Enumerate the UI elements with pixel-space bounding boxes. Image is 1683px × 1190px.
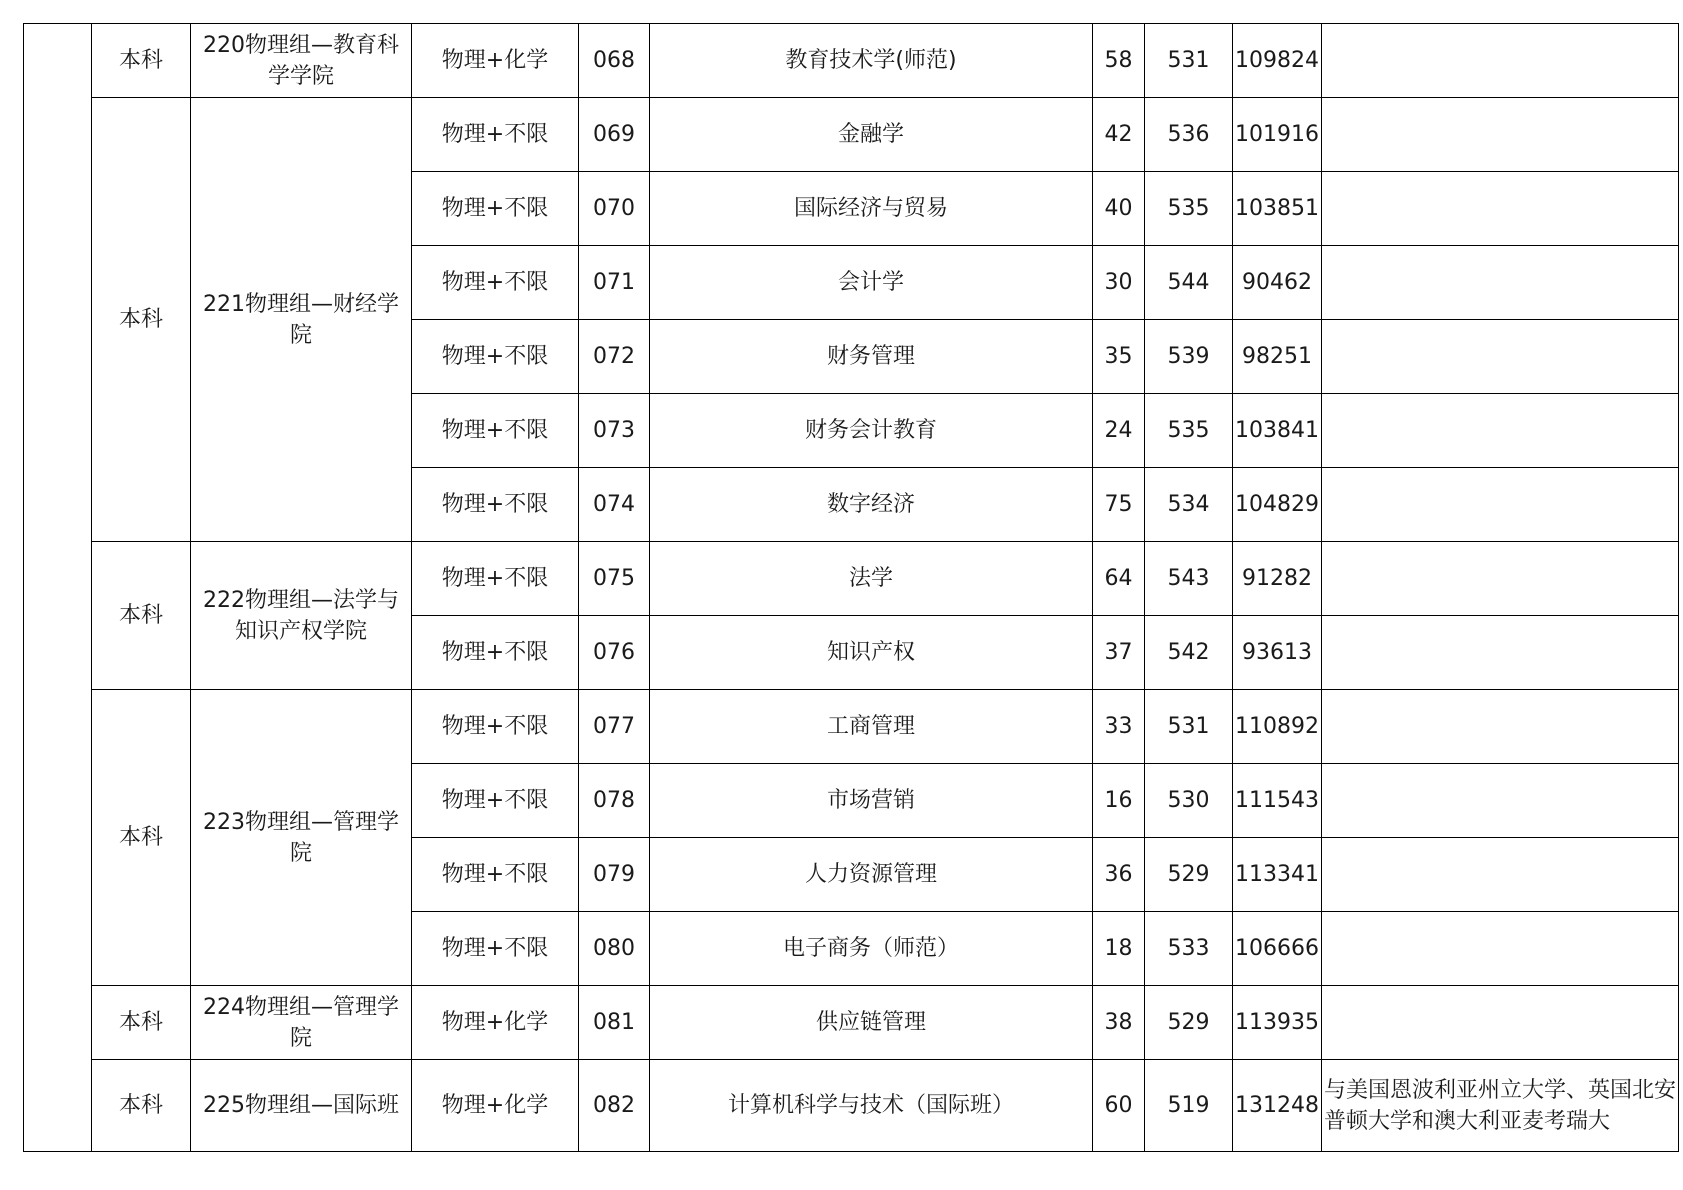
subject-cell: 物理+不限 (412, 394, 579, 468)
level-cell: 本科 (92, 986, 191, 1060)
plan-count-cell: 42 (1093, 98, 1145, 172)
table-row (24, 98, 1679, 172)
major-name-cell: 教育技术学(师范) (650, 24, 1093, 98)
note-cell (1321, 394, 1678, 468)
note-cell (1321, 912, 1678, 986)
table-row (24, 542, 1679, 616)
major-code-cell: 076 (579, 616, 650, 690)
major-name-cell: 数字经济 (650, 468, 1093, 542)
subject-cell: 物理+不限 (412, 246, 579, 320)
group-name-cell: 222物理组—法学与知识产权学院 (191, 542, 412, 690)
major-code-cell: 079 (579, 838, 650, 912)
subject-cell: 物理+不限 (412, 542, 579, 616)
min-score-cell: 542 (1145, 616, 1233, 690)
plan-count-cell: 40 (1093, 172, 1145, 246)
note-cell: 与美国恩波利亚州立大学、英国北安普顿大学和澳大利亚麦考瑞大 (1321, 1060, 1678, 1152)
level-cell: 本科 (92, 98, 191, 542)
plan-count-cell: 38 (1093, 986, 1145, 1060)
note-cell (1321, 542, 1678, 616)
major-name-cell: 国际经济与贸易 (650, 172, 1093, 246)
min-score-cell: 529 (1145, 986, 1233, 1060)
min-score-cell: 529 (1145, 838, 1233, 912)
min-rank-cell: 106666 (1233, 912, 1322, 986)
major-name-cell: 计算机科学与技术（国际班） (650, 1060, 1093, 1152)
min-score-cell: 530 (1145, 764, 1233, 838)
subject-cell: 物理+不限 (412, 468, 579, 542)
min-rank-cell: 103841 (1233, 394, 1322, 468)
group-name-cell: 224物理组—管理学院 (191, 986, 412, 1060)
plan-count-cell: 35 (1093, 320, 1145, 394)
major-code-cell: 070 (579, 172, 650, 246)
plan-count-cell: 16 (1093, 764, 1145, 838)
major-code-cell: 077 (579, 690, 650, 764)
min-rank-cell: 110892 (1233, 690, 1322, 764)
min-score-cell: 534 (1145, 468, 1233, 542)
min-score-cell: 535 (1145, 172, 1233, 246)
table-row (24, 1060, 1679, 1152)
major-name-cell: 市场营销 (650, 764, 1093, 838)
note-cell (1321, 986, 1678, 1060)
plan-count-cell: 64 (1093, 542, 1145, 616)
group-name-cell: 220物理组—教育科学学院 (191, 24, 412, 98)
major-code-cell: 073 (579, 394, 650, 468)
level-cell: 本科 (92, 690, 191, 986)
subject-cell: 物理+不限 (412, 764, 579, 838)
subject-cell: 物理+化学 (412, 1060, 579, 1152)
major-code-cell: 082 (579, 1060, 650, 1152)
major-name-cell: 工商管理 (650, 690, 1093, 764)
note-cell (1321, 468, 1678, 542)
major-name-cell: 金融学 (650, 98, 1093, 172)
min-rank-cell: 93613 (1233, 616, 1322, 690)
major-name-cell: 法学 (650, 542, 1093, 616)
group-name-cell: 223物理组—管理学院 (191, 690, 412, 986)
plan-count-cell: 18 (1093, 912, 1145, 986)
min-rank-cell: 101916 (1233, 98, 1322, 172)
major-name-cell: 人力资源管理 (650, 838, 1093, 912)
subject-cell: 物理+不限 (412, 838, 579, 912)
min-rank-cell: 111543 (1233, 764, 1322, 838)
major-code-cell: 075 (579, 542, 650, 616)
major-code-cell: 072 (579, 320, 650, 394)
subject-cell: 物理+不限 (412, 690, 579, 764)
major-code-cell: 068 (579, 24, 650, 98)
min-score-cell: 544 (1145, 246, 1233, 320)
major-code-cell: 069 (579, 98, 650, 172)
min-rank-cell: 91282 (1233, 542, 1322, 616)
min-rank-cell: 131248 (1233, 1060, 1322, 1152)
subject-cell: 物理+化学 (412, 24, 579, 98)
min-score-cell: 531 (1145, 690, 1233, 764)
major-name-cell: 电子商务（师范） (650, 912, 1093, 986)
major-name-cell: 会计学 (650, 246, 1093, 320)
min-rank-cell: 90462 (1233, 246, 1322, 320)
note-cell (1321, 616, 1678, 690)
plan-count-cell: 30 (1093, 246, 1145, 320)
min-rank-cell: 113935 (1233, 986, 1322, 1060)
group-name-cell: 225物理组—国际班 (191, 1060, 412, 1152)
note-cell (1321, 98, 1678, 172)
note-cell (1321, 24, 1678, 98)
level-cell: 本科 (92, 542, 191, 690)
major-name-cell: 供应链管理 (650, 986, 1093, 1060)
subject-cell: 物理+不限 (412, 320, 579, 394)
min-rank-cell: 113341 (1233, 838, 1322, 912)
note-cell (1321, 690, 1678, 764)
level-cell: 本科 (92, 1060, 191, 1152)
min-score-cell: 543 (1145, 542, 1233, 616)
subject-cell: 物理+不限 (412, 98, 579, 172)
plan-count-cell: 60 (1093, 1060, 1145, 1152)
major-name-cell: 财务管理 (650, 320, 1093, 394)
plan-count-cell: 24 (1093, 394, 1145, 468)
min-rank-cell: 104829 (1233, 468, 1322, 542)
min-score-cell: 519 (1145, 1060, 1233, 1152)
plan-count-cell: 58 (1093, 24, 1145, 98)
group-name-cell: 221物理组—财经学院 (191, 98, 412, 542)
min-score-cell: 539 (1145, 320, 1233, 394)
major-name-cell: 财务会计教育 (650, 394, 1093, 468)
table-row (24, 986, 1679, 1060)
admission-table (23, 23, 1679, 1152)
table-row (24, 690, 1679, 764)
note-cell (1321, 320, 1678, 394)
level-cell: 本科 (92, 24, 191, 98)
major-name-cell: 知识产权 (650, 616, 1093, 690)
table-body (24, 24, 1679, 1152)
min-score-cell: 536 (1145, 98, 1233, 172)
note-cell (1321, 764, 1678, 838)
note-cell (1321, 246, 1678, 320)
blank-left-column (24, 24, 92, 1152)
subject-cell: 物理+不限 (412, 616, 579, 690)
note-cell (1321, 172, 1678, 246)
min-rank-cell: 98251 (1233, 320, 1322, 394)
min-rank-cell: 103851 (1233, 172, 1322, 246)
min-score-cell: 531 (1145, 24, 1233, 98)
note-cell (1321, 838, 1678, 912)
subject-cell: 物理+化学 (412, 986, 579, 1060)
major-code-cell: 080 (579, 912, 650, 986)
plan-count-cell: 33 (1093, 690, 1145, 764)
min-score-cell: 535 (1145, 394, 1233, 468)
major-code-cell: 071 (579, 246, 650, 320)
min-score-cell: 533 (1145, 912, 1233, 986)
subject-cell: 物理+不限 (412, 172, 579, 246)
table-row (24, 24, 1679, 98)
min-rank-cell: 109824 (1233, 24, 1322, 98)
major-code-cell: 078 (579, 764, 650, 838)
plan-count-cell: 36 (1093, 838, 1145, 912)
plan-count-cell: 37 (1093, 616, 1145, 690)
major-code-cell: 081 (579, 986, 650, 1060)
major-code-cell: 074 (579, 468, 650, 542)
plan-count-cell: 75 (1093, 468, 1145, 542)
subject-cell: 物理+不限 (412, 912, 579, 986)
